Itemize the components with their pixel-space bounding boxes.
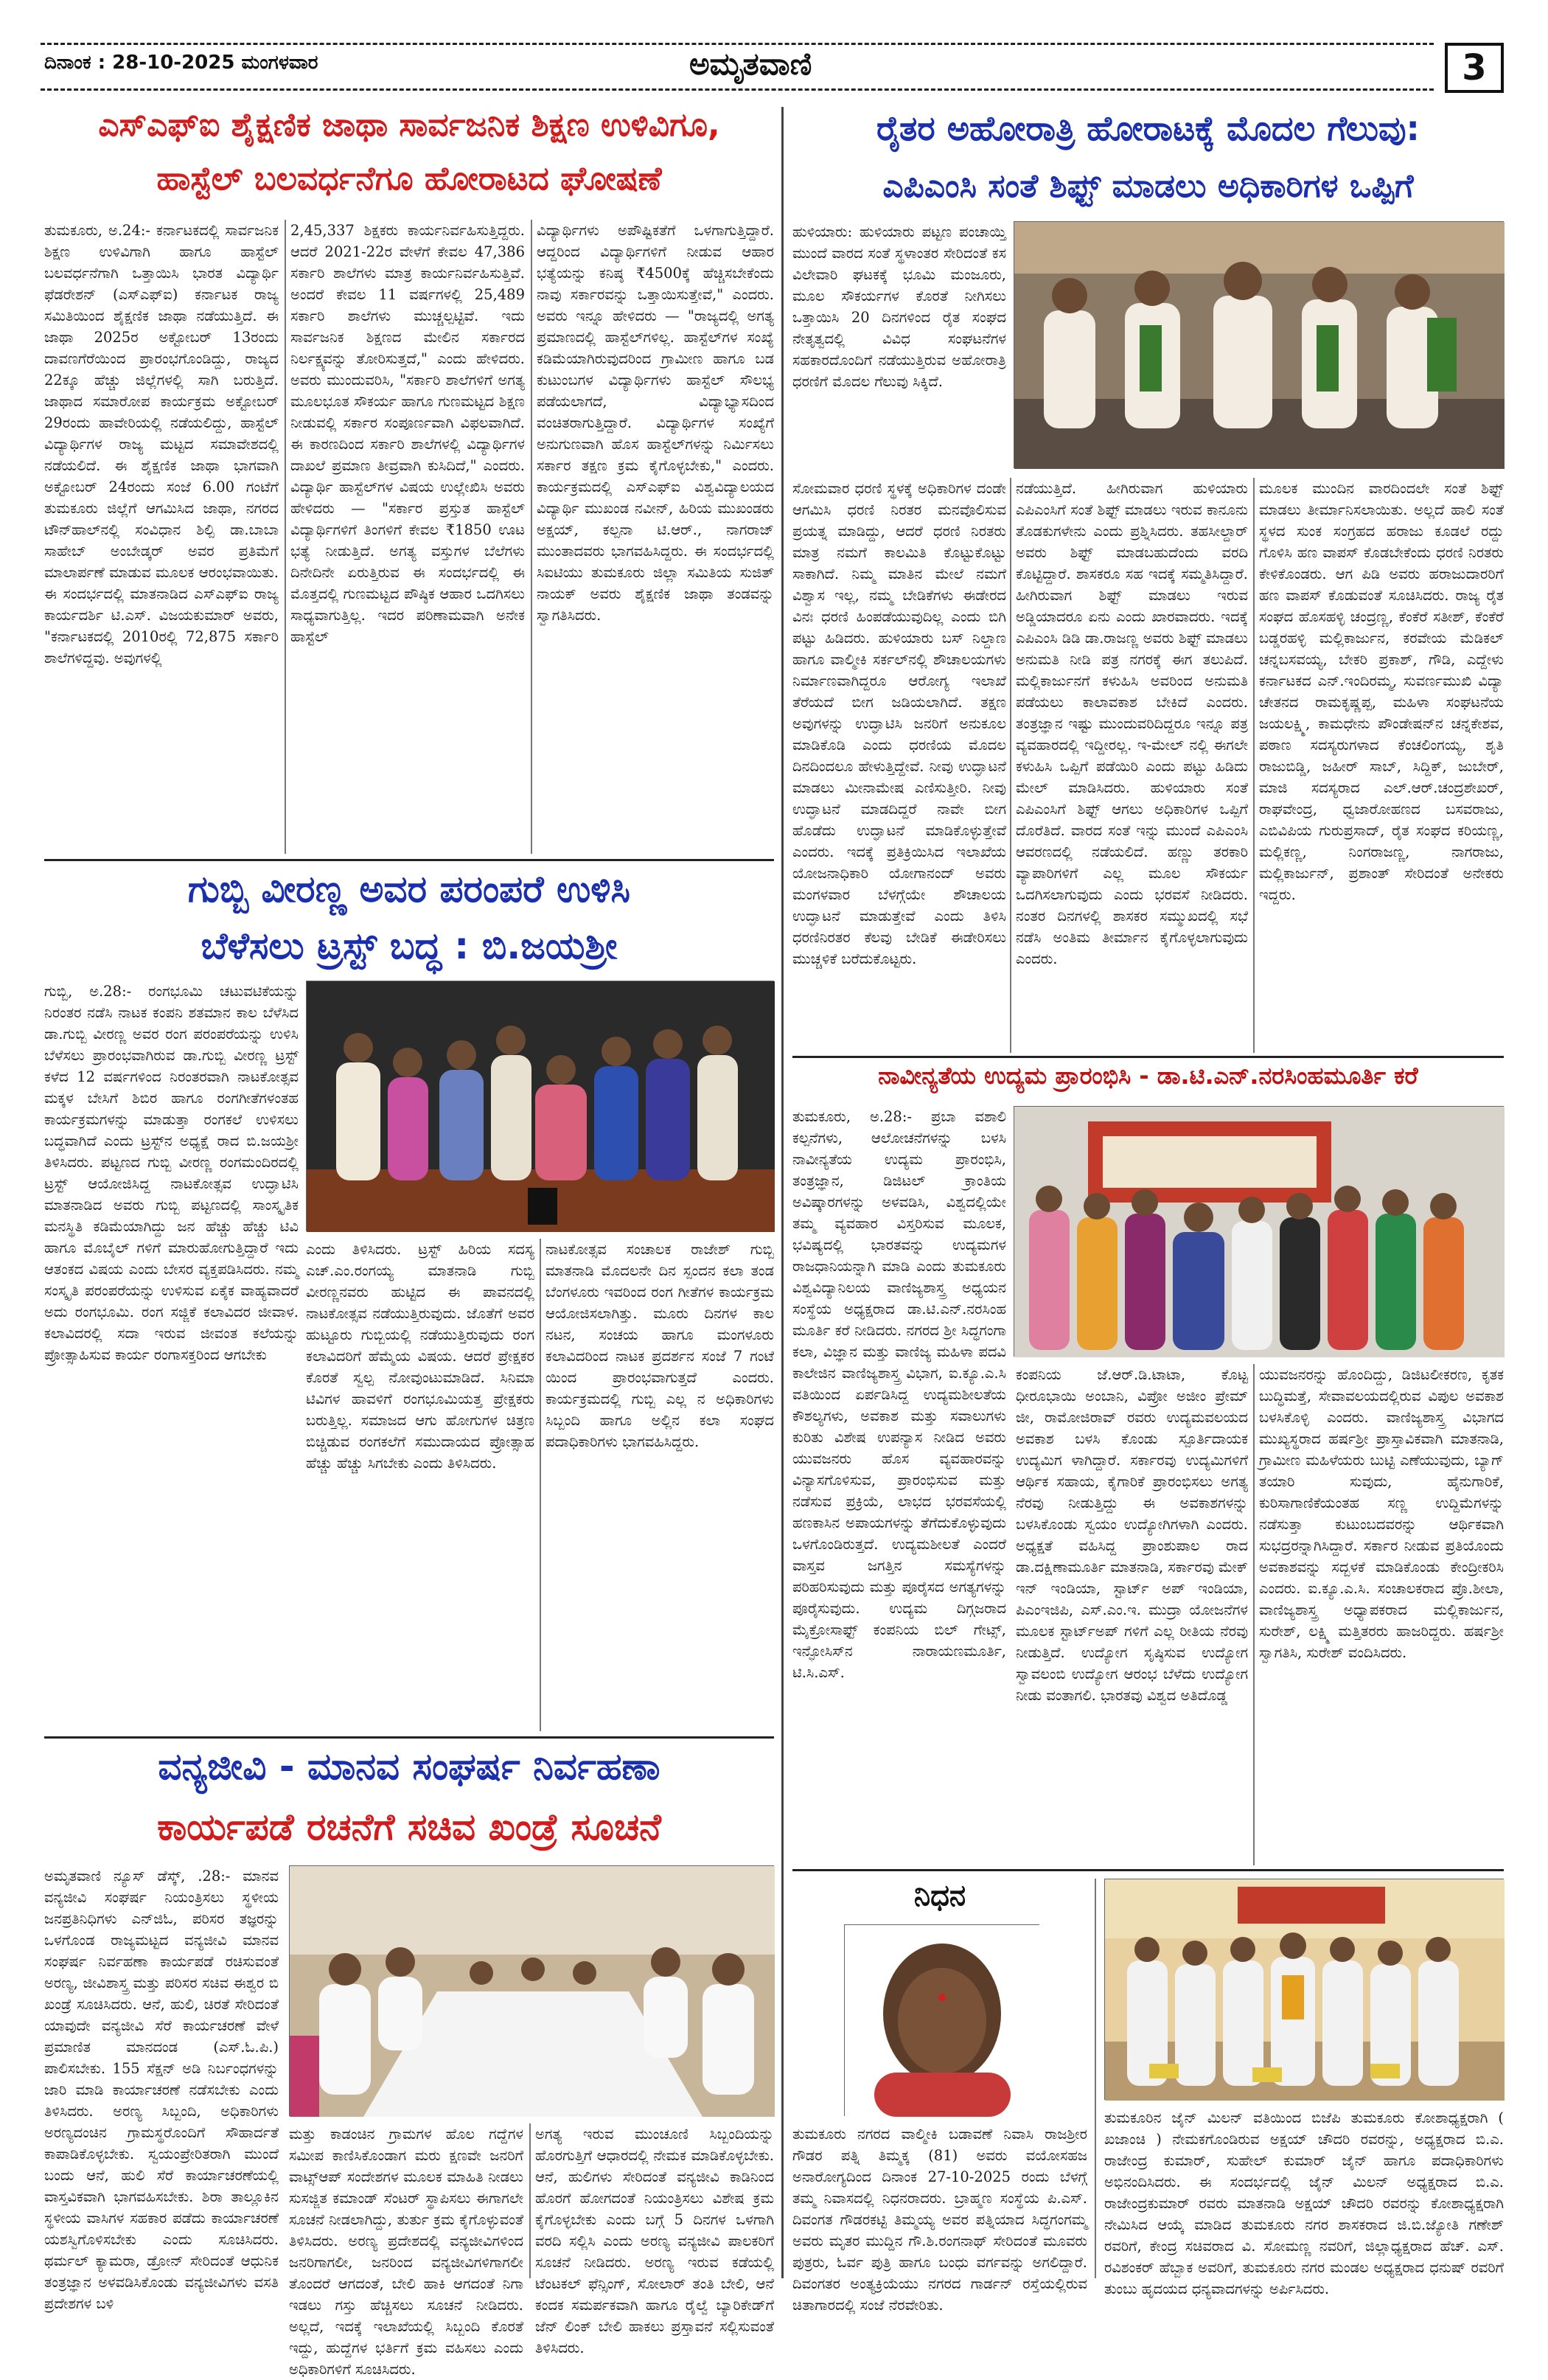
page-number: 3 — [1445, 43, 1504, 93]
divider — [285, 220, 286, 854]
farmers-intro: ಹುಳಿಯಾರು: ಹುಳಿಯಾರು ಪಟ್ಟಣ ಪಂಚಾಯ್ತಿ ಮುಂದೆ ವಾರದ ಸಂತೆ ಸ್ಥಳಾಂತರ ಸೇರಿದಂತೆ ಕಸ ವಿಲೇವಾರಿ ಘಟಕಕ್ಕೆ ಭೂಮಿ ಮಂಜೂರು, ಮೂಲ ಸೌಕರ್ಯಗಳ ಕೊರತೆ ನೀಗಿಸಲು ಒತ್ತಾಯಿಸಿ 20 ದಿನಗಳಿಂದ ರೈತ ಸಂಘದ ನೇತೃತ್ವದಲ್ಲಿ ವಿವಿಧ ಸಂಘಟನೆಗಳ ಸಹಕಾರದೊಂದಿಗೆ ನಡೆಯುತ್ತಿರುವ ಅಹೋರಾತ್ರಿ ಧರಣಿಗೆ ಮೊದಲ ಗೆಲುವು ಸಿಕ್ಕಿದೆ. — [792, 223, 1006, 390]
divider — [1095, 1879, 1096, 2278]
farmers-column-1: ಸೋಮವಾರ ಧರಣಿ ಸ್ಥಳಕ್ಕೆ ಅಧಿಕಾರಿಗಳ ದಂಡೇ ಆಗಮಿಸಿ ಧರಣಿ ನಿರತರ ಮನವೊಲಿಸುವ ಪ್ರಯತ್ನ ಮಾಡಿದ್ದು, ಆದರೆ ಧರಣಿ ನಿರತರು ಮಾತ್ರ ನಮಗೆ ಕಾಲಮಿತಿ ಕೊಟ್ಟುಕೊಟ್ಟು ಸಾಕಾಗಿದೆ. ನಿಮ್ಮ ಮಾತಿನ ಮೇಲೆ ನಮಗೆ ವಿಶ್ವಾಸ ಇಲ್ಲ, ನಮ್ಮ ಬೇಡಿಕೆಗಳು ಈಡೇರದ ವಿನಃ ಧರಣಿ ಹಿಂಪಡೆಯುವುದಿಲ್ಲ ಎಂದು ಬಿಗಿ ಪಟ್ಟು ಹಿಡಿದರು. ಹುಳಿಯಾರು ಬಸ್ ನಿಲ್ದಾಣ ಹಾಗೂ ವಾಲ್ಮೀಕಿ ಸರ್ಕಲ್‌ನಲ್ಲಿ ಶೌಚಾಲಯಗಳು ನಿರ್ಮಾಣವಾಗಿದ್ದರೂ ಆರೋಗ್ಯ ಇಲಾಖೆ ತೆರೆಯದೆ ಬೀಗ ಜಡಿಯಲಾಗಿದೆ. ತಕ್ಷಣ ಅವುಗಳನ್ನು ಉದ್ಘಾಟಿಸಿ ಜನರಿಗೆ ಅನುಕೂಲ ಮಾಡಿಕೊಡಿ ಎಂದು ಧರಣಿಯ ಮೊದಲ ದಿನದಿಂದಲೂ ಹೇಳುತ್ತಿದ್ದೇವೆ. ನೀವು ಉದ್ಘಾಟನೆ ಮಾಡಲು ಮೀನಾಮೇಷ ಎಣಿಸುತ್ತೀರಿ. ನೀವು ಉದ್ಘಾಟನೆ ಮಾಡದಿದ್ದರೆ ನಾವೇ ಬೀಗ ಹೊಡೆದು ಉದ್ಘಾಟನೆ ಮಾಡಿಕೊಳ್ಳುತ್ತೇವೆ ಎಂದರು. ಇದಕ್ಕೆ ಪ್ರತಿಕ್ರಿಯಿಸಿದ ಇಲಾಖೆಯ ಯೋಜನಾಧಿಕಾರಿ ಯೋಗಾನಂದ್ ಅವರು ಮಂಗಳವಾರ ಬೆಳಗ್ಗೆಯೇ ಶೌಚಾಲಯ ಉದ್ಘಾಟನೆ ಮಾಡುತ್ತೇವೆ ಎಂದು ತಿಳಿಸಿ ಧರಣಿನಿರತರ ಕೆಲವು ಬೇಡಿಕೆ ಈಡೇರಿಸಲು ಮುಚ್ಚಳಿಕೆ ಬರೆದುಕೊಟ್ಟರು. — [792, 480, 1006, 967]
sfi-column-2: 2,45,337 ಶಿಕ್ಷಕರು ಕಾರ್ಯನಿರ್ವಹಿಸುತ್ತಿದ್ದರು. ಆದರೆ 2021-22ರ ವೇಳೆಗೆ ಕೇವಲ 47,386 ಸರ್ಕಾರಿ ಶಾಲೆಗಳು ಮಾತ್ರ ಕಾರ್ಯನಿರ್ವಹಿಸುತ್ತಿವೆ. ಅಂದರೆ ಕೇವಲ 11 ವರ್ಷಗಳಲ್ಲಿ 25,489 ಸರ್ಕಾರಿ ಶಾಲೆಗಳು ಮುಚ್ಚಲ್ಪಟ್ಟಿವೆ. ಇದು ಸಾರ್ವಜನಿಕ ಶಿಕ್ಷಣದ ಮೇಲಿನ ಸರ್ಕಾರದ ನಿರ್ಲಕ್ಷ್ಯವನ್ನು ತೋರಿಸುತ್ತದೆ," ಎಂದು ಹೇಳಿದರು. ಅವರು ಮುಂದುವರಿಸಿ, "ಸರ್ಕಾರಿ ಶಾಲೆಗಳಿಗೆ ಅಗತ್ಯ ಮೂಲಭೂತ ಸೌಕರ್ಯ ಹಾಗೂ ಗುಣಮಟ್ಟದ ಶಿಕ್ಷಣ ನೀಡುವಲ್ಲಿ ಸರ್ಕಾರ ಸಂಪೂರ್ಣವಾಗಿ ವಿಫಲವಾಗಿದೆ. ಈ ಕಾರಣದಿಂದ ಸರ್ಕಾರಿ ಶಾಲೆಗಳಲ್ಲಿ ವಿದ್ಯಾರ್ಥಿಗಳ ದಾಖಲೆ ಪ್ರಮಾಣ ತೀವ್ರವಾಗಿ ಕುಸಿದಿದೆ," ಎಂದರು. ವಿದ್ಯಾರ್ಥಿ ಹಾಸ್ಟೆಲ್‌ಗಳ ವಿಷಯ ಉಲ್ಲೇಖಿಸಿ ಅವರು ಹೇಳಿದರು — "ಸರ್ಕಾರ ಪ್ರಸ್ತುತ ಹಾಸ್ಟೆಲ್ ವಿದ್ಯಾರ್ಥಿಗಳಿಗೆ ತಿಂಗಳಿಗೆ ಕೇವಲ ₹1850 ಊಟ ಭತ್ಯೆ ನೀಡುತ್ತಿದೆ. ಅಗತ್ಯ ವಸ್ತುಗಳ ಬೆಲೆಗಳು ದಿನೇದಿನೇ ಏರುತ್ತಿರುವ ಈ ಸಂದರ್ಭದಲ್ಲಿ ಈ ಮೊತ್ತದಲ್ಲಿ ಗುಣಮಟ್ಟದ ಪೌಷ್ಠಿಕ ಆಹಾರ ಒದಗಿಸಲು ಸಾಧ್ಯವಾಗುತ್ತಿಲ್ಲ. ಇದರ ಪರಿಣಾಮವಾಗಿ ಅನೇಕ ಹಾಸ್ಟೆಲ್ — [290, 222, 525, 645]
innovation-headline: ನಾವೀನ್ಯತೆಯ ಉದ್ಯಮ ಪ್ರಾರಂಭಿಸಿ - ಡಾ.ಟಿ.ಎನ್.ನರಸಿಂಹಮೂರ್ತಿ ಕರೆ — [878, 1062, 1418, 1090]
divider — [44, 1736, 774, 1739]
obituary-portrait — [844, 1924, 1039, 2116]
jain-text: ತುಮಕೂರಿನ ಜೈನ್ ಮಿಲನ್ ವತಿಯಿಂದ ಬಿಜೆಪಿ ತುಮಕೂರು ಕೋಶಾಧ್ಯಕ್ಷರಾಗಿ ( ಖಜಾಂಚಿ ) ನೇಮಕಗೊಂಡಿರುವ ಅಕ್ಷಯ್ ಚೌದರಿ ರವರನ್ನು, ಅಧ್ಯಕ್ಷರಾದ ಬಿ.ಎ. ರಾಜೇಂದ್ರ ಕುಮಾರ್, ಸುಹೇಲ್ ಕುಮಾರ್ ಜೈನ್ ಹಾಗೂ ಪದಾಧಿಕಾರಿಗಳು ಅಭಿನಂದಿಸಿದರು. ಈ ಸಂದರ್ಭದಲ್ಲಿ ಜೈನ್ ಮಿಲನ್ ಅಧ್ಯಕ್ಷರಾದ ಬಿ.ಎ. ರಾಜೇಂದ್ರಕುಮಾರ್ ರವರು ಮಾತನಾಡಿ ಅಕ್ಷಯ್ ಚೌದರಿ ರವರನ್ನು ಕೋಶಾಧ್ಯಕ್ಷರಾಗಿ ನೇಮಿಸಿದ ಆಯ್ಕೆ ಮಾಡಿದ ತುಮಕೂರು ನಗರ ಶಾಸಕರಾದ ಜಿ.ಬಿ.ಜ್ಯೋತಿ ಗಣೇಶ್ ರವರಿಗೆ, ಕೇಂದ್ರ ಸಚಿವರಾದ ವಿ. ಸೋಮಣ್ಣ ನವರಿಗೆ, ಜಿಲ್ಲಾಧ್ಯಕ್ಷರಾದ ಹೆಚ್. ಎಸ್. ರವಿಶಂಕರ್ ಹೆಬ್ಬಾಕ ಅವರಿಗೆ, ತುಮಕೂರು ನಗರ ಮಂಡಲ ಅಧ್ಯಕ್ಷರಾದ ಧನುಷ್ ರವರಿಗೆ ತುಂಬು ಹೃದಯದ ಧನ್ಯವಾದಗಳನ್ನು ಅರ್ಪಿಸಿದರು. — [1104, 2109, 1504, 2297]
gubbi-column-3: ನಾಟಕೋತ್ಸವ ಸಂಚಾಲಕ ರಾಜೇಶ್ ಗುಬ್ಬಿ ಮಾತನಾಡಿ ಮೊದಲನೇ ದಿನ ಸ್ಪಂದನ ಕಲಾ ತಂಡ ಬೆಂಗಳೂರು ಇವರಿಂದ ರಂಗ ಗೀತೆಗಳ ಕಾರ್ಯಕ್ರಮ ಆಯೋಜಿಸಲಾಗಿತ್ತು. ಮೂರು ದಿನಗಳ ಕಾಲ ನಟನ, ಸಂಚಯ ಹಾಗೂ ಮಂಗಳೂರು ಕಲಾವಿದರಿಂದ ನಾಟಕ ಪ್ರದರ್ಶನ ಸಂಜೆ 7 ಗಂಟೆ ಯಿಂದ ಪ್ರಾರಂಭವಾಗುತ್ತದೆ ಎಂದರು. ಕಾರ್ಯಕ್ರಮದಲ್ಲಿ ಗುಬ್ಬಿ ಎಲ್ಲ ನ ಅಧಿಕಾರಿಗಳು ಸಿಬ್ಬಂದಿ ಹಾಗೂ ಅಲ್ಲಿನ ಕಲಾ ಸಂಘದ ಪದಾಧಿಕಾರಿಗಳು ಭಾಗವಹಿಸಿದ್ದರು. — [545, 1241, 774, 1450]
wildlife-meeting-photo — [289, 1865, 774, 2116]
wildlife-headline-2: ಕಾರ್ಯಪಡೆ ರಚನೆಗೆ ಸಚಿವ ಖಂಡ್ರೆ ಸೂಚನೆ — [157, 1806, 661, 1848]
wildlife-column-1: ಅಮೃತವಾಣಿ ನ್ಯೂಸ್ ಡೆಸ್ಕ್, .28:- ಮಾನವ ವನ್ಯಜೀವಿ ಸಂಘರ್ಷ ನಿಯಂತ್ರಿಸಲು ಸ್ಥಳೀಯ ಜನಪ್ರತಿನಿಧಿಗಳು ಎನ್‌ಜಿಓ, ಪರಿಸರ ತಜ್ಞರನ್ನು ಒಳಗೊಂಡ ರಾಜ್ಯಮಟ್ಟದ ವನ್ಯಜೀವಿ ಮಾನವ ಸಂಘರ್ಷ ನಿರ್ವಹಣಾ ಕಾರ್ಯಪಡೆ ರಚಿಸುವಂತೆ ಅರಣ್ಯ, ಜೀವಿಶಾಸ್ತ್ರ ಮತ್ತು ಪರಿಸರ ಸಚಿವ ಈಶ್ವರ ಬಿ ಖಂಡ್ರೆ ಸೂಚಿಸಿದರು. ಆನೆ, ಹುಲಿ, ಚಿರತೆ ಸೇರಿದಂತೆ ಯಾವುದೇ ವನ್ಯಜೀವಿ ಸೆರೆ ಕಾರ್ಯಚರಣೆ ವೇಳೆ ಪ್ರಮಾಣಿತ ಮಾನದಂಡ (ಎಸ್.ಓ.ಪಿ.) ಪಾಲಿಸಬೇಕು. 155 ಸೆಕ್ಷನ್ ಅಡಿ ನಿರ್ಬಂಧಗಳನ್ನು ಜಾರಿ ಮಾಡಿ ಕಾರ್ಯಾಚರಣೆ ನಡೆಸಬೇಕು ಎಂದು ತಿಳಿಸಿದರು. ಅರಣ್ಯ ಸಿಬ್ಬಂದಿ, ಅಧಿಕಾರಿಗಳು ಅರಣ್ಯದಂಚಿನ ಗ್ರಾಮಸ್ಥರೊಂದಿಗೆ ಸೌಹಾರ್ದತೆ ಕಾಪಾಡಿಕೊಳ್ಳಬೇಕು. ಸ್ವಯಂಪ್ರೇರಿತರಾಗಿ ಮುಂದೆ ಬಂದು ಆನೆ, ಹುಲಿ ಸೆರೆ ಕಾರ್ಯಾಚರಣೆಯಲ್ಲಿ ವಾಸ್ತವಿಕವಾಗಿ ಭಾಗವಹಿಸಬೇಕು. ಶಿರಾ ತಾಲ್ಲೂಕಿನ ಸ್ಥಳೀಯ ವಾಸಿಗಳ ಸಹಕಾರ ಪಡೆದು ಕಾರ್ಯಾಚರಣೆ ಯಶಸ್ವಿಗೊಳಿಸಬೇಕು ಎಂದು ಸೂಚಿಸಿದರು. ಥರ್ಮಲ್ ಕ್ಯಾಮರಾ, ಡ್ರೋನ್ ಸೇರಿದಂತೆ ಆಧುನಿಕ ತಂತ್ರಜ್ಞಾನ ಅಳವಡಿಸಿಕೊಂಡು ವನ್ಯಜೀವಿಗಳು ವಸತಿ ಪ್ರದೇಶಗಳ ಬಳಿ — [44, 1868, 279, 2312]
page-center-divider — [781, 107, 784, 2278]
divider — [792, 1869, 1504, 1871]
sfi-column-3: ವಿದ್ಯಾರ್ಥಿಗಳು ಅಪೌಷ್ಟಿಕತೆಗೆ ಒಳಗಾಗುತ್ತಿದ್ದಾರೆ. ಆದ್ದರಿಂದ ವಿದ್ಯಾರ್ಥಿಗಳಿಗೆ ನೀಡುವ ಆಹಾರ ಭತ್ಯೆಯನ್ನು ಕನಿಷ್ಠ ₹4500ಕ್ಕೆ ಹೆಚ್ಚಿಸಬೇಕೆಂದು ನಾವು ಸರ್ಕಾರವನ್ನು ಒತ್ತಾಯಿಸುತ್ತೇವೆ," ಎಂದರು. ಅವರು ಇನ್ನೂ ಹೇಳಿದರು — "ರಾಜ್ಯದಲ್ಲಿ ಅಗತ್ಯ ಪ್ರಮಾಣದಲ್ಲಿ ಹಾಸ್ಟೆಲ್‌ಗಳಿಲ್ಲ. ಹಾಸ್ಟೆಲ್‌ಗಳ ಸಂಖ್ಯೆ ಕಡಿಮೆಯಾಗಿರುವುದರಿಂದ ಗ್ರಾಮೀಣ ಹಾಗೂ ಬಡ ಕುಟುಂಬಗಳ ವಿದ್ಯಾರ್ಥಿಗಳು ಹಾಸ್ಟೆಲ್ ಸೌಲಭ್ಯ ಪಡೆಯಲಾಗದೆ, ವಿದ್ಯಾಭ್ಯಾಸದಿಂದ ವಂಚಿತರಾಗುತ್ತಿದ್ದಾರೆ. ವಿದ್ಯಾರ್ಥಿಗಳ ಸಂಖ್ಯೆಗೆ ಅನುಗುಣವಾಗಿ ಹೊಸ ಹಾಸ್ಟೆಲ್‌ಗಳನ್ನು ನಿರ್ಮಿಸಲು ಸರ್ಕಾರ ತಕ್ಷಣ ಕ್ರಮ ಕೈಗೊಳ್ಳಬೇಕು," ಎಂದರು. ಕಾರ್ಯಕ್ರಮದಲ್ಲಿ ಎಸ್‌ಎಫ್‌ಐ ವಿಶ್ವವಿದ್ಯಾಲಯದ ವಿದ್ಯಾರ್ಥಿ ಮುಖಂಡ ನವೀನ್, ಹಿರಿಯ ಮುಖಂಡರು ಅಕ್ಷಯ್, ಕಲ್ಪನಾ ಟಿ.ಆರ್., ನಾಗರಾಜ್ ಮುಂತಾದವರು ಭಾಗವಹಿಸಿದ್ದರು. ಈ ಸಂದರ್ಭದಲ್ಲಿ ಸಿಐಟಿಯು ತುಮಕೂರು ಜಿಲ್ಲಾ ಸಮಿತಿಯ ಸುಜಿತ್ ನಾಯಕ್ ಅವರು ಶೈಕ್ಷಣಿಕ ಜಾಥಾ ತಂಡವನ್ನು ಸ್ವಾಗತಿಸಿದರು. — [537, 222, 774, 624]
wildlife-column-2: ಮತ್ತು ಕಾಡಂಚಿನ ಗ್ರಾಮಗಳ ಹೊಲ ಗದ್ದೆಗಳ ಸಮೀಪ ಕಾಣಿಸಿಕೊಂಡಾಗ ಮರು ಕ್ಷಣವೇ ಜನರಿಗೆ ವಾಟ್ಸ್ಆಪ್ ಸಂದೇಶಗಳ ಮೂಲಕ ಮಾಹಿತಿ ನೀಡಲು ಸುಸಜ್ಜಿತ ಕಮಾಂಡ್ ಸೆಂಟರ್ ಸ್ಥಾಪಿಸಲು ಈಗಾಗಲೇ ಸೂಚನೆ ನೀಡಲಾಗಿದ್ದು, ತುರ್ತು ಕ್ರಮ ಕೈಗೊಳ್ಳುವಂತೆ ತಿಳಿಸಿದರು. ಅರಣ್ಯ ಪ್ರದೇಶದಲ್ಲಿ ವನ್ಯಜೀವಿಗಳಿಂದ ಜನರಿಗಾಗಲೀ, ಜನರಿಂದ ವನ್ಯಜೀವಿಗಳಿಗಾಗಲೀ ತೊಂದರೆ ಆಗದಂತೆ, ಬೇಲಿ ಹಾಕಿ ಆಗದಂತೆ ನಿಗಾ ಇಡಲು ಗಸ್ತು ಹೆಚ್ಚಿಸಲು ಸೂಚನೆ ನೀಡಿದರು. ಅಲ್ಲದೆ, ಇದಕ್ಕೆ ಇಲಾಖೆಯಲ್ಲಿ ಸಿಬ್ಬಂದಿ ಕೊರತೆ ಇದ್ದು, ಹುದ್ದೆಗಳ ಭರ್ತಿಗೆ ಕ್ರಮ ವಹಿಸಲು ಎಂದು ಅಧಿಕಾರಿಗಳಿಗೆ ಸೂಚಿಸಿದರು. — [289, 2126, 523, 2378]
obituary-title: ನಿಧನ — [913, 1879, 966, 1913]
farmers-protest-photo — [1014, 221, 1504, 468]
innovation-event-photo-image — [1014, 1107, 1505, 1357]
divider — [1253, 1364, 1255, 1865]
wildlife-headline-1: ವನ್ಯಜೀವಿ - ಮಾನವ ಸಂಘರ್ಷ ನಿರ್ವಹಣಾ — [158, 1745, 660, 1788]
page-header — [41, 43, 1504, 96]
paper-name: ಅಮೃತವಾಣಿ — [689, 46, 812, 82]
farmers-headline-1: ರೈತರ ಅಹೋರಾತ್ರಿ ಹೋರಾಟಕ್ಕೆ ಮೊದಲ ಗೆಲುವು: — [876, 108, 1420, 148]
wildlife-meeting-photo-image — [290, 1866, 775, 2117]
farmers-protest-photo-image — [1014, 222, 1505, 469]
divider — [1010, 478, 1011, 1053]
sfi-headline-1: ಎಸ್‌ಎಫ್‌ಐ ಶೈಕ್ಷಣಿಕ ಜಾಥಾ ಸಾರ್ವಜನಿಕ ಶಿಕ್ಷಣ ಉಳಿವಿಗೂ, — [98, 106, 720, 144]
gubbi-event-photo — [306, 981, 774, 1231]
gubbi-column-2: ಎಂದು ತಿಳಿಸಿದರು. ಟ್ರಸ್ಟ್ ಹಿರಿಯ ಸದಸ್ಯ ಎಚ್.ಎಂ.ರಂಗಯ್ಯ ಮಾತನಾಡಿ ಗುಬ್ಬಿ ವೀರಣ್ಣನವರು ಹುಟ್ಟಿದ ಈ ಪಾವನದಲ್ಲಿ ನಾಟಕೋತ್ಸವ ನಡೆಯುತ್ತಿರುವುದು. ಜೊತೆಗೆ ಅವರ ಹುಟ್ಟೂರು ಗುಬ್ಬಿಯಲ್ಲಿ ನಡೆಯುತ್ತಿರುವುದು ರಂಗ ಕಲಾವಿದರಿಗೆ ಹೆಮ್ಮೆಯ ವಿಷಯ. ಆದರೆ ಪ್ರೇಕ್ಷಕರ ಕೊರತೆ ಸ್ವಲ್ಪ ನೋವುಂಟುಮಾಡಿದೆ. ಸಿನಿಮಾ ಟಿವಿಗಳ ಹಾವಳಿಗೆ ರಂಗಭೂಮಿಯತ್ತ ಪ್ರೇಕ್ಷಕರು ಬರುತ್ತಿಲ್ಲ. ಸಮಾಜದ ಆಗು ಹೋಗುಗಳ ಚಿತ್ರಣ ಬಿಚ್ಚಿಡುವ ರಂಗಕಲೆಗೆ ಸಮುದಾಯದ ಪ್ರೋತ್ಸಾಹ ಹೆಚ್ಚು ಹೆಚ್ಚು ಸಿಗಬೇಕು ಎಂದು ತಿಳಿಸಿದರು. — [306, 1241, 534, 1472]
jain-event-photo-image — [1105, 1879, 1505, 2101]
obituary-portrait-image — [845, 1925, 1040, 2117]
innovation-column-3: ಯುವಜನರನ್ನು ಹೊಂದಿದ್ದು, ಡಿಜಿಟಲೀಕರಣ, ಕೃತಕ ಬುದ್ಧಿಮತ್ತೆ, ಸೇವಾವಲಯದಲ್ಲಿರುವ ವಿಪುಲ ಅವಕಾಶ ಬಳಸಿಕೊಳ್ಳಿ ಎಂದರು. ವಾಣಿಜ್ಯಶಾಸ್ತ್ರ ವಿಭಾಗದ ಮುಖ್ಯಸ್ಥರಾದ ಹರ್ಷಶ್ರೀ ಪ್ರಾಸ್ತಾವಿಕವಾಗಿ ಮಾತನಾಡಿ, ಗ್ರಾಮೀಣ ಮಹಿಳೆಯರು ಬುಟ್ಟಿ ಎಣೆಯುವುದು, ಬ್ಯಾಗ್ ತಯಾರಿ ಸುವುದು, ಹೈನುಗಾರಿಕೆ, ಕುರಿಸಾಗಾಣಿಕೆಯಂತಹ ಸಣ್ಣ ಉದ್ದಿಮೆಗಳನ್ನು ನಡೆಸುತ್ತಾ ಕುಟುಂಬದವರನ್ನು ಆರ್ಥಿಕವಾಗಿ ಸುಭದ್ರರನ್ನಾಗಿಸಿದ್ದಾರೆ. ಸರ್ಕಾರ ನೀಡುವ ಪ್ರತಿಯೊಂದು ಅವಕಾಶವನ್ನು ಸದ್ಬಳಕೆ ಮಾಡಿಕೊಂಡು ಕೇಂದ್ರೀಕರಿಸಿ ಎಂದರು. ಐ.ಕ್ಯೂ.ಎ.ಸಿ. ಸಂಚಾಲಕರಾದ ಪ್ರೊ.ಶೀಲಾ, ವಾಣಿಜ್ಯಶಾಸ್ತ್ರ ಅಧ್ಯಾಪಕರಾದ ಮಲ್ಲಿಕಾರ್ಜುನ, ಸುರೇಶ್, ಲಕ್ಷ್ಮಿ ಮತ್ತಿತರರು ಹಾಜರಿದ್ದರು. ಹರ್ಷಶ್ರೀ ಸ್ವಾಗತಿಸಿ, ಸುರೇಶ್ ವಂದಿಸಿದರು. — [1259, 1366, 1504, 1661]
innovation-event-photo — [1014, 1106, 1504, 1357]
wildlife-column-3: ಅಗತ್ಯ ಇರುವ ಮುಂಚೂಣಿ ಸಿಬ್ಬಂದಿಯನ್ನು ಹೊರಗುತ್ತಿಗೆ ಆಧಾರದಲ್ಲಿ ನೇಮಕ ಮಾಡಿಕೊಳ್ಳಬೇಕು. ಆನೆ, ಹುಲಿಗಳು ಸೇರಿದಂತೆ ವನ್ಯಜೀವಿ ಕಾಡಿನಿಂದ ಹೊರಗೆ ಹೋಗದಂತೆ ನಿಯಂತ್ರಿಸಲು ವಿಶೇಷ ಕ್ರಮ ಕೈಗೊಳ್ಳಬೇಕು ಎಂದು ಬಗ್ಗೆ 5 ದಿನಗಳ ಒಳಗಾಗಿ ವರದಿ ಸಲ್ಲಿಸಿ ಎಂದು ಅರಣ್ಯ ವನ್ಯಜೀವಿ ಪಾಲಕರಿಗೆ ಸೂಚನೆ ನೀಡಿದರು. ಅರಣ್ಯ ಇರುವ ಕಡೆಯಲ್ಲಿ ಟೆಂಟಕಲ್ ಫೆನ್ಸಿಂಗ್, ಸೋಲಾರ್ ತಂತಿ ಬೇಲಿ, ಆನೆ ಕಂದಕ ಸಮರ್ಪಕವಾಗಿ ಹಾಗೂ ರೈಲ್ವೆ ಬ್ಯಾರಿಕೇಡ್‌ಗೆ ಜೆನ್ ಲಿಂಕ್ ಬೇಲಿ ಹಾಕಲು ಪ್ರಸ್ತಾವನೆ ಸಲ್ಲಿಸುವಂತೆ ತಿಳಿಸಿದರು. — [535, 2126, 774, 2356]
gubbi-headline-2: ಬೆಳೆಸಲು ಟ್ರಸ್ಟ್ ಬದ್ಧ : ಬಿ.ಜಯಶ್ರೀ — [201, 925, 618, 967]
divider — [792, 1056, 1504, 1058]
innovation-column-2: ಕಂಪನಿಯ ಜೆ.ಆರ್.ಡಿ.ಟಾಟಾ, ಕೊಟ್ಟ ಧೀರೂಭಾಯಿ ಅಂಬಾನಿ, ವಿಪ್ರೋ ಅಜೀಂ ಪ್ರೇಮ್ ಜೀ, ರಾಮೋಜಿರಾವ್ ರವರು ಉದ್ಯಮವಲಯದ ಅವಕಾಶ ಬಳಸಿ ಕೊಂಡು ಸ್ಪೂರ್ತಿದಾಯಕ ಉದ್ಯಮಿಗ ಳಾಗಿದ್ದಾರೆ. ಸರ್ಕಾರವು ಉದ್ಯಮಿಗಳಿಗೆ ಆರ್ಥಿಕ ಸಹಾಯ, ಕೈಗಾರಿಕೆ ಪ್ರಾರಂಭಿಸಲು ಅಗತ್ಯ ನೆರವು ನೀಡುತ್ತಿದ್ದು ಈ ಅವಕಾಶಗಳನ್ನು ಬಳಸಿಕೊಂಡು ಸ್ವಯಂ ಉದ್ಯೋಗಿಗಳಾಗಿ ಎಂದರು. ಅಧ್ಯಕ್ಷತೆ ವಹಿಸಿದ್ದ ಪ್ರಾಂಶುಪಾಲ ರಾದ ಡಾ.ದಕ್ಷಿಣಾಮೂರ್ತಿ ಮಾತನಾಡಿ, ಸರ್ಕಾರವು ಮೇಕ್ ಇನ್ ಇಂಡಿಯಾ, ಸ್ಟಾರ್ಟ್ ಅಪ್ ಇಂಡಿಯಾ, ಪಿಎಂಇಜಿಪಿ, ಎಸ್.ಎಂ.ಇ. ಮುದ್ರಾ ಯೋಜನೆಗಳ ಮೂಲಕ ಸ್ಟಾರ್ಟ್‌ಅಪ್ ಗಳಿಗೆ ಎಲ್ಲ ರೀತಿಯ ನೆರವು ನೀಡುತ್ತಿದೆ. ಉದ್ಯೋಗ ಸೃಷ್ಠಿಸುವ ಉದ್ಯೋಗ ಸ್ವಾವಲಂಬಿ ಉದ್ಯೋಗ ಆರಂಭ ಬೆಳೆದು ಉದ್ಯೋಗ ನೀಡು ವಂತಾಗಲಿ. ಭಾರತವು ವಿಶ್ವದ ಅತಿದೊಡ್ಡ — [1016, 1366, 1248, 1704]
jain-event-photo — [1104, 1879, 1504, 2100]
divider — [540, 1239, 541, 1731]
header-dash-top — [41, 43, 1434, 45]
issue-date: ದಿನಾಂಕ : 28-10-2025 ಮಂಗಳವಾರ — [44, 52, 318, 74]
header-dash-bottom — [41, 88, 1434, 91]
divider — [531, 220, 532, 854]
gubbi-headline-1: ಗುಬ್ಬಿ ವೀರಣ್ಣ ಅವರ ಪರಂಪರೆ ಉಳಿಸಿ — [187, 868, 631, 911]
sfi-headline-2: ಹಾಸ್ಟೆಲ್ ಬಲವರ್ಧನೆಗೂ ಹೋರಾಟದ ಘೋಷಣೆ — [156, 160, 662, 198]
obituary-text: ತುಮಕೂರು ನಗರದ ವಾಲ್ಮೀಕಿ ಬಡಾವಣೆ ನಿವಾಸಿ ರಾಜಶ್ರೀರ ಗೌಡರ ಪತ್ನಿ ತಿಮ್ಮಕ್ಕ (81) ಅವರು ವಯೋಸಹಜ ಅನಾರೋಗ್ಯದಿಂದ ದಿನಾಂಕ 27-10-2025 ರಂದು ಬೆಳಗ್ಗೆ ತಮ್ಮ ನಿವಾಸದಲ್ಲಿ ನಿಧನರಾದರು. ಬ್ರಾಹ್ಮಣ ಸಂಸ್ಥೆಯ ಪಿ.ಎಸ್. ದಿವಂಗತ ಗೌಡರಕಟ್ಟಿ ತಿಮ್ಮಯ್ಯ ಅವರ ಪತ್ನಿಯಾದ ಸಿದ್ಧಗಂಗಮ್ಮ ಅವರು ಮೃತರ ಮುದ್ದಿನ ಗೌ.ಶಿ.ರಂಗನಾಥ್ ಸೇರಿದಂತೆ ಮೂವರು ಪುತ್ರರು, ಓರ್ವ ಪುತ್ರಿ ಹಾಗೂ ಬಂಧು ವರ್ಗವನ್ನು ಅಗಲಿದ್ದಾರೆ. ದಿವಂಗತರ ಅಂತ್ಯಕ್ರಿಯೆಯು ನಗರದ ಗಾರ್ಡನ್ ರಸ್ತೆಯಲ್ಲಿರುವ ಚಿತಾಗಾರದಲ್ಲಿ ಸಂಜೆ ನೆರವೇರಿತು. — [792, 2126, 1087, 2314]
innovation-column-1: ತುಮಕೂರು, ಅ.28:- ಪ್ರಬಾ ವಶಾಲಿ ಕಲ್ಪನೆಗಳು, ಆಲೋಚನೆಗಳನ್ನು ಬಳಸಿ ನಾವೀನ್ಯತೆಯ ಉದ್ಯಮ ಪ್ರಾರಂಭಿಸಿ, ತಂತ್ರಜ್ಞಾನ, ಡಿಜಿಟಲ್ ಕ್ರಾಂತಿಯ ಅವಿಷ್ಕಾರಗಳನ್ನು ಅಳವಡಿಸಿ, ವಿಶ್ವದಲ್ಲಿಯೇ ತಮ್ಮ ವ್ಯವಹಾರ ವಿಸ್ತರಿಸುವ ಮೂಲಕ, ಭವಿಷ್ಯದಲ್ಲಿ ಭಾರತವನ್ನು ಉದ್ಯಮಗಳ ರಾಜಧಾನಿಯನ್ನಾಗಿ ಮಾಡಿ ಎಂದು ತುಮಕೂರು ವಿಶ್ವವಿದ್ಯಾನಿಲಯ ವಾಣಿಜ್ಯಶಾಸ್ತ್ರ ಅಧ್ಯಯನ ಸಂಸ್ಥೆಯ ಅಧ್ಯಕ್ಷರಾದ ಡಾ.ಟಿ.ಎನ್.ನರಸಿಂಹ ಮೂರ್ತಿ ಕರೆ ನೀಡಿದರು. ನಗರದ ಶ್ರೀ ಸಿದ್ಧಗಂಗಾ ಕಲಾ, ವಿಜ್ಞಾನ ಮತ್ತು ವಾಣಿಜ್ಯ ಮಹಿಳಾ ಪದವಿ ಕಾಲೇಜಿನ ವಾಣಿಜ್ಯಶಾಸ್ತ್ರ ವಿಭಾಗ, ಐ.ಕ್ಯೂ.ಎ.ಸಿ ವತಿಯಿಂದ ಏರ್ಪಡಿಸಿದ್ದ ಉದ್ಯಮಶೀಲತೆಯ ಕೌಶಲ್ಯಗಳು, ಅವಕಾಶ ಮತ್ತು ಸವಾಲುಗಳು ಕುರಿತು ವಿಶೇಷ ಉಪನ್ಯಾಸ ನೀಡಿದ ಅವರು ಯುವಜನರು ಹೊಸ ವ್ಯವಹಾರವನ್ನು ವಿನ್ಯಾಸಗೊಳಿಸುವ, ಪ್ರಾರಂಭಿಸುವ ಮತ್ತು ನಡೆಸುವ ಪ್ರಕ್ರಿಯೆ, ಲಾಭದ ಭರವಸೆಯಲ್ಲಿ ಹಣಕಾಸಿನ ಅಪಾಯಗಳನ್ನು ತೆಗೆದುಕೊಳ್ಳುವುದು ಒಳಗೊಂಡಿರುತ್ತದೆ. ಉದ್ಯಮಶೀಲತೆ ಎಂದರೆ ವಾಸ್ತವ ಜಗತ್ತಿನ ಸಮಸ್ಯೆಗಳನ್ನು ಪರಿಹರಿಸುವುದು ಮತ್ತು ಪೂರೈಸದ ಅಗತ್ಯಗಳನ್ನು ಪೂರೈಸುವುದು. ಉದ್ಯಮ ದಿಗ್ಗಜರಾದ ಮೈಕ್ರೋಸಾಫ್ಟ್ ಕಂಪನಿಯ ಬಿಲ್ ಗೇಟ್ಸ್, ಇನ್ಫೋಸಿಸ್‌ನ ನಾರಾಯಣಮೂರ್ತಿ, ಟಿ.ಸಿ.ಎಸ್. — [792, 1108, 1006, 1681]
divider — [1253, 478, 1255, 1053]
farmers-column-2: ನಡೆಯುತ್ತಿದೆ. ಹೀಗಿರುವಾಗ ಹುಳಿಯಾರು ಎಪಿಎಂಸಿಗೆ ಸಂತೆ ಶಿಫ್ಟ್ ಮಾಡಲು ಇರುವ ಕಾನೂನು ತೊಡಕುಗಳೇನು ಎಂದು ಪ್ರಶ್ನಿಸಿದರು. ತಹಸೀಲ್ದಾರ್ ಅವರು ಶಿಫ್ಟ್ ಮಾಡಬಹುದೆಂದು ವರದಿ ಕೊಟ್ಟಿದ್ದಾರೆ. ಶಾಸಕರೂ ಸಹ ಇದಕ್ಕೆ ಸಮ್ಮತಿಸಿದ್ದಾರೆ. ಹೀಗಿರುವಾಗ ಶಿಫ್ಟ್ ಮಾಡಲು ಇರುವ ಅಡ್ಡಿಯಾದರೂ ಏನು ಎಂದು ಖಾರವಾದರು. ಇದಕ್ಕೆ ಎಪಿಎಂಸಿ ಡಿಡಿ ಡಾ.ರಾಜಣ್ಣ ಅವರು ಶಿಫ್ಟ್ ಮಾಡಲು ಅನುಮತಿ ನೀಡಿ ಪತ್ರ ನಗರಕ್ಕೆ ಈಗ ತಲುಪಿದೆ. ಮಲ್ಲಿಕಾರ್ಜುನಗೆ ಕಳುಹಿಸಿ ಅವರಿಂದ ಅನುಮತಿ ಪಡೆಯಲು ಕಾಲಾವಕಾಶ ಬೇಕಿದೆ ಎಂದರು. ತಂತ್ರಜ್ಞಾನ ಇಷ್ಟು ಮುಂದುವರಿದಿದ್ದರೂ ಇನ್ನೂ ಪತ್ರ ವ್ಯವಹಾರದಲ್ಲಿ ಇದ್ದೀರಲ್ಲ. ಇ-ಮೇಲ್ ನಲ್ಲಿ ಈಗಲೇ ಕಳುಹಿಸಿ ಒಪ್ಪಿಗೆ ಪಡೆಯಿರಿ ಎಂದು ಪಟ್ಟು ಹಿಡಿದು ಮೇಲ್ ಮಾಡಿಸಿದರು. ಹುಳಿಯಾರು ಸಂತೆ ಎಪಿಎಂಸಿಗೆ ಶಿಫ್ಟ್ ಆಗಲು ಅಧಿಕಾರಿಗಳ ಒಪ್ಪಿಗೆ ದೊರೆತಿದೆ. ವಾರದ ಸಂತೆ ಇನ್ನು ಮುಂದೆ ಎಪಿಎಂಸಿ ಆವರಣದಲ್ಲಿ ನಡೆಯಲಿದೆ. ಹಣ್ಣು ತರಕಾರಿ ವ್ಯಾಪಾರಿಗಳಿಗೆ ಎಲ್ಲ ಮೂಲ ಸೌಕರ್ಯ ಒದಗಿಸಲಾಗುವುದು ಎಂದು ಭರವಸೆ ನೀಡಿದರು. ನಂತರ ದಿನಗಳಲ್ಲಿ ಶಾಸಕರ ಸಮ್ಮುಖದಲ್ಲಿ ಸಭೆ ನಡೆಸಿ ಅಂತಿಮ ತೀರ್ಮಾನ ಕೈಗೊಳ್ಳಲಾಗುವುದು ಎಂದರು. — [1016, 480, 1248, 967]
sfi-column-1: ತುಮಕೂರು, ಅ.24:- ಕರ್ನಾಟಕದಲ್ಲಿ ಸಾರ್ವಜನಿಕ ಶಿಕ್ಷಣ ಉಳಿವಿಗಾಗಿ ಹಾಗೂ ಹಾಸ್ಟೆಲ್ ಬಲವರ್ಧನೆಗಾಗಿ ಒತ್ತಾಯಿಸಿ ಭಾರತ ವಿದ್ಯಾರ್ಥಿ ಫೆಡರೇಶನ್ (ಎಸ್‌ಎಫ್‌ಐ) ಕರ್ನಾಟಕ ರಾಜ್ಯ ಸಮಿತಿಯಿಂದ ಶೈಕ್ಷಣಿಕ ಜಾಥಾ ನಡೆಯುತ್ತಿದೆ. ಈ ಜಾಥಾ 2025ರ ಅಕ್ಟೋಬರ್ 13ರಂದು ದಾವಣಗೆರೆಯಿಂದ ಪ್ರಾರಂಭಗೊಂಡಿದ್ದು, ರಾಜ್ಯದ 22ಕ್ಕೂ ಹೆಚ್ಚು ಜಿಲ್ಲೆಗಳಲ್ಲಿ ಸಾಗಿ ಬರುತ್ತಿದೆ. ಜಾಥಾದ ಸಮಾರೋಪ ಕಾರ್ಯಕ್ರಮ ಅಕ್ಟೋಬರ್ 29ರಂದು ಹಾವೇರಿಯಲ್ಲಿ ನಡೆಯಲಿದ್ದು, ಹಾಸ್ಟೆಲ್ ವಿದ್ಯಾರ್ಥಿಗಳ ರಾಜ್ಯ ಮಟ್ಟದ ಸಮಾವೇಶದಲ್ಲಿ ನಡೆಯಲಿದೆ. ಈ ಶೈಕ್ಷಣಿಕ ಜಾಥಾ ಭಾಗವಾಗಿ ಅಕ್ಟೋಬರ್ 24ರಂದು ಸಂಜೆ 6.00 ಗಂಟೆಗೆ ತುಮಕೂರು ಜಿಲ್ಲೆಗೆ ಆಗಮಿಸಿದ ಜಾಥಾ, ನಗರದ ಟೌನ್‌ಹಾಲ್‌ನಲ್ಲಿ ಸಂವಿಧಾನ ಶಿಲ್ಪಿ ಡಾ.ಬಾಬಾ ಸಾಹೇಬ್ ಅಂಬೇಡ್ಕರ್ ಅವರ ಪ್ರತಿಮೆಗೆ ಮಾಲಾರ್ಪಣೆ ಮಾಡುವ ಮೂಲಕ ಆರಂಭವಾಯಿತು. ಈ ಸಂದರ್ಭದಲ್ಲಿ ಮಾತನಾಡಿದ ಎಸ್‌ಎಫ್‌ಐ ರಾಜ್ಯ ಕಾರ್ಯದರ್ಶಿ ಟಿ.ಎಸ್. ವಿಜಯಕುಮಾರ್ ಅವರು, "ಕರ್ನಾಟಕದಲ್ಲಿ 2010ರಲ್ಲಿ 72,875 ಸರ್ಕಾರಿ ಶಾಲೆಗಳಿದ್ದವು. ಅವುಗಳಲ್ಲಿ — [44, 222, 279, 667]
farmers-column-3: ಮೂಲಕ ಮುಂದಿನ ವಾರದಿಂದಲೇ ಸಂತೆ ಶಿಫ್ಟ್ ಮಾಡಲು ತೀರ್ಮಾನಿಸಲಾಯಿತು. ಅಲ್ಲದೆ ಹಾಲಿ ಸಂತೆ ಸ್ಥಳದ ಸುಂಕ ಸಂಗ್ರಹದ ಹರಾಜು ಕೂಡಲೆ ರದ್ದು ಗೊಳಿಸಿ ಹಣ ವಾಪಸ್ ಕೊಡಬೇಕೆಂದು ಧರಣಿ ನಿರತರು ಕೇಳಿಕೊಂಡರು. ಆಗ ಪಿಡಿ ಅವರು ಹರಾಜುದಾರರಿಗೆ ಹಣ ವಾಪಸ್ ಕೊಡುವಂತೆ ಸೂಚಿಸಿದರು. ರಾಜ್ಯ ರೈತ ಸಂಘದ ಹೊಸಹಳ್ಳಿ ಚಂದ್ರಣ್ಣ, ಕೆಂಕೆರೆ ಸತೀಶ್, ಕೆಂಕೆರೆ ಬಡ್ಡರಹಳ್ಳಿ ಮಲ್ಲಿಕಾರ್ಜುನ, ಕರವೇಯ ಮೆಡಿಕಲ್ ಚನ್ನಬಸವಯ್ಯ, ಬೇಕರಿ ಪ್ರಕಾಶ್, ಗೌಡಿ, ಎದ್ದೇಳು ಕರ್ನಾಟಕದ ಎನ್.ಇಂದಿರಮ್ಮ, ಸುವರ್ಣಮುಖಿ ವಿದ್ಯಾ ಚೇತನದ ರಾಮಕೃಷ್ಣಪ್ಪ, ಮಹಿಳಾ ಸಂಘಟನೆಯ ಜಯಲಕ್ಷ್ಮಿ, ಕಾಮಧೇನು ಪೌಂಡೇಷನ್‌ನ ಚನ್ನಕೇಶವ, ಪಠಾಣ ಸದಸ್ಯರುಗಳಾದ ಕೆಂಚಲಿಂಗಯ್ಯ, ಶೃತಿ ರಾಜುಬಿಡ್ಡಿ, ಜಹೀರ್ ಸಾಬ್, ಸಿದ್ದಿಕ್, ಜುಬೇರ್, ಮಾಜಿ ಸದಸ್ಯರಾದ ಎಲ್.ಆರ್.ಚಂದ್ರಶೇಖರ್, ರಾಘವೇಂದ್ರ, ಧ್ವಜಾರೋಹಣದ ಬಸವರಾಜು, ಎಬಿವಿಪಿಯ ಗುರುಪ್ರಸಾದ್, ರೈತ ಸಂಘದ ಕರಿಯಣ್ಣ, ಮಲ್ಲಿಕಣ್ಣ, ನಿಂಗರಾಜಣ್ಣ, ನಾಗರಾಜು, ಮಲ್ಲಿಕಾರ್ಜುನ್, ಪ್ರಶಾಂತ್ ಸೇರಿದಂತೆ ಅನೇಕರು ಇದ್ದರು. — [1259, 480, 1504, 903]
divider — [44, 859, 774, 861]
gubbi-column-1: ಗುಬ್ಬಿ, ಅ.28:- ರಂಗಭೂಮಿ ಚಟುವಟಿಕೆಯನ್ನು ನಿರಂತರ ನಡೆಸಿ ನಾಟಕ ಕಂಪನಿ ಶತಮಾನ ಕಾಲ ಬೆಳೆಸಿದ ಡಾ.ಗುಬ್ಬಿ ವೀರಣ್ಣ ಅವರ ರಂಗ ಪರಂಪರೆಯನ್ನು ಉಳಿಸಿ ಬೆಳೆಸಲು ಪ್ರಾರಂಭವಾಗಿರುವ ಡಾ.ಗುಬ್ಬಿ ವೀರಣ್ಣ ಟ್ರಸ್ಟ್ ಕಳೆದ 12 ವರ್ಷಗಳಿಂದ ನಿರಂತರವಾಗಿ ನಾಟಕೋತ್ಸವ ಮಕ್ಕಳ ಬೇಸಿಗೆ ಶಿಬಿರ ಹಾಗೂ ರಂಗಗೀತೆಗಳಂತಹ ಕಾರ್ಯಕ್ರಮಗಳನ್ನು ಮಾಡುತ್ತಾ ರಂಗಕಲೆ ಉಳಿಸಲು ಬದ್ಧವಾಗಿದೆ ಎಂದು ಟ್ರಸ್ಟ್‌ನ ಅಧ್ಯಕ್ಷೆ ರಾದ ಬಿ.ಜಯಶ್ರೀ ತಿಳಿಸಿದರು. ಪಟ್ಟಣದ ಗುಬ್ಬಿ ವೀರಣ್ಣ ರಂಗಮಂದಿರದಲ್ಲಿ ಟ್ರಸ್ಟ್ ಆಯೋಜಿಸಿದ್ದ ನಾಟಕೋತ್ಸವ ಉದ್ಘಾಟಿಸಿ ಮಾತನಾಡಿದ ಅವರು ಗುಬ್ಬಿ ಪಟ್ಟಣದಲ್ಲಿ ಸಾಂಸ್ಕೃತಿಕ ಮನಸ್ಥಿತಿ ಕಡಿಮೆಯಾಗಿದ್ದು ಜನ ಹೆಚ್ಚು ಹೆಚ್ಚು ಟಿವಿ ಹಾಗೂ ಮೊಬೈಲ್ ಗಳಿಗೆ ಮಾರುಹೋಗುತ್ತಿದ್ದಾರೆ ಇದು ಆತಂಕದ ವಿಷಯ ಎಂದು ಬೇಸರ ವ್ಯಕ್ತಪಡಿಸಿದರು. ನಮ್ಮ ಸಂಸ್ಕೃತಿ ಪರಂಪರೆಯನ್ನು ಉಳಿಸುವ ಏಕೈಕ ವಾಹ್ಯವಾದರೆ ಅದು ರಂಗಭೂಮಿ. ರಂಗ ಸಜ್ಜಿಕೆ ಕಲಾವಿದರ ಜೀವಾಳ. ಕಲಾವಿದರಲ್ಲಿ ಸದಾ ಇರುವ ಜೀವಂತ ಕಲೆಯನ್ನು ಪ್ರೋತ್ಸಾಹಿಸುವ ಕಾರ್ಯ ರಂಗಾಸಕ್ತರಿಂದ ಆಗಬೇಕು — [44, 983, 299, 1363]
divider — [529, 2123, 531, 2278]
gubbi-event-photo-image — [307, 981, 775, 1232]
farmers-headline-2: ಎಪಿಎಂಸಿ ಸಂತೆ ಶಿಫ್ಟ್ ಮಾಡಲು ಅಧಿಕಾರಿಗಳ ಒಪ್ಪಿಗೆ — [882, 167, 1414, 205]
